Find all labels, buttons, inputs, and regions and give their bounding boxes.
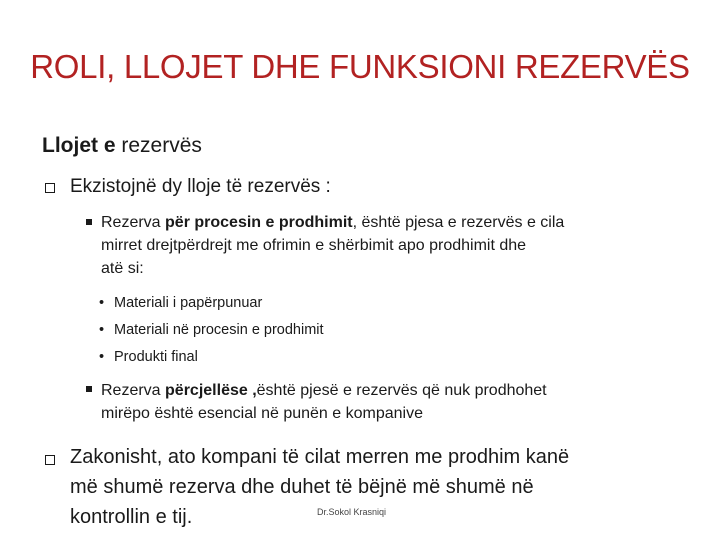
- sub-a-line2: mirret drejtpërdrejt me ofrimin e shërbimit apo prodhimit dhe: [101, 237, 527, 254]
- bullet-icon: •: [99, 322, 105, 338]
- square-bullet-icon: [45, 455, 55, 465]
- list-item: • Materiali në procesin e prodhimit: [99, 322, 324, 338]
- point-2-line2: më shumë rezerva dhe duhet të bëjnë më shumë në: [70, 476, 534, 498]
- square-bullet-icon: [45, 183, 55, 193]
- point-2: [70, 442, 710, 532]
- sub-a-bold: për procesin e prodhimit: [165, 214, 353, 231]
- sub-a-line1: , është pjesa e rezervës e cila: [352, 214, 565, 231]
- square-bullet-icon: [86, 219, 92, 225]
- footer-author: Dr.Sokol Krasniqi: [317, 507, 387, 517]
- sub-point-b: [101, 379, 701, 425]
- section-heading: [42, 134, 202, 158]
- sub-b-line2: mirëpo është esencial në punën e kompanive: [101, 405, 423, 422]
- bullet-icon: •: [99, 295, 105, 311]
- point-2-line3: kontrollin e tij.: [70, 506, 193, 528]
- sub-a-line3: atë si:: [101, 260, 144, 277]
- heading-rest: rezervës: [115, 134, 202, 157]
- point-2-line1: Zakonisht, ato kompani të cilat merren me prodhim kanë: [70, 446, 570, 468]
- square-bullet-icon: [86, 386, 92, 392]
- sub-b-line1: është pjesë e rezervës që nuk prodhohet: [256, 382, 547, 399]
- point-1: Ekzistojnë dy lloje të rezervës :: [70, 176, 331, 197]
- heading-bold: Llojet e: [42, 134, 116, 157]
- sub-point-a: [101, 211, 701, 280]
- list-item: • Produkti final: [99, 349, 198, 365]
- sub-b-bold: përcjellëse ,: [165, 382, 257, 399]
- sub-b-prefix: Rezerva: [101, 382, 166, 399]
- list-item: • Materiali i papërpunuar: [99, 295, 263, 311]
- bullet-icon: •: [99, 349, 105, 365]
- sub-a-prefix: Rezerva: [101, 214, 166, 231]
- slide-title: ROLI, LLOJET DHE FUNKSIONI REZERVËS: [30, 48, 690, 85]
